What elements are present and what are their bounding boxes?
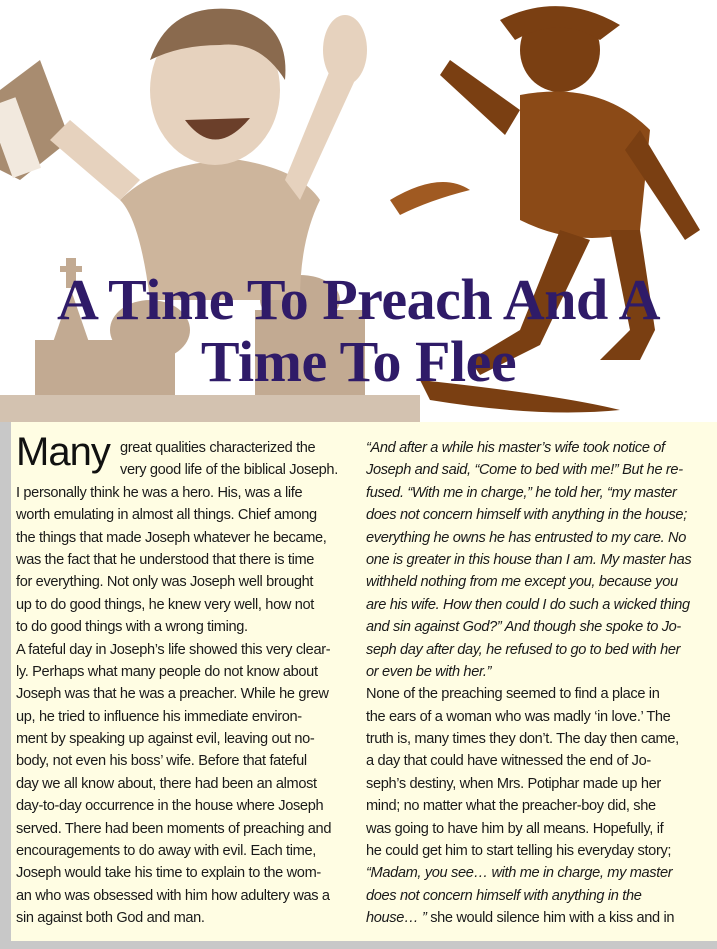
text-line xyxy=(366,795,716,817)
text-line xyxy=(16,706,361,728)
body-text: ly. Perhaps what many people do not know about xyxy=(16,663,318,680)
quoted-text: and sin against God?” And though she spoke to Jo- xyxy=(366,619,681,636)
body-text: a day that could have witnessed the end of Jo- xyxy=(366,753,651,770)
article-title-line-2: Time To Flee xyxy=(200,329,517,394)
body-text: up, he tried to influence his immediate environ- xyxy=(16,708,302,725)
text-line xyxy=(366,773,716,795)
quoted-text: “And after a while his master’s wife took notice of xyxy=(366,440,665,456)
text-line xyxy=(16,437,361,459)
quoted-text: are his wife. How then could I do such a wicked thing xyxy=(366,596,690,613)
drop-cap-word: Many xyxy=(16,430,110,474)
body-text: to do good things with a wrong timing. xyxy=(16,619,248,636)
article-column-1 xyxy=(16,437,361,930)
text-line xyxy=(366,907,716,929)
body-text: she would silence him with a kiss and in xyxy=(426,910,675,927)
text-line xyxy=(366,504,716,526)
quoted-text: or even be with her.” xyxy=(366,663,492,680)
text-line xyxy=(16,683,361,705)
text-line xyxy=(16,773,361,795)
body-text: served. There had been moments of preaching and xyxy=(16,820,332,837)
text-line xyxy=(366,527,716,549)
body-text: seph’s destiny, when Mrs. Potiphar made up her xyxy=(366,775,661,792)
body-text: worth emulating in almost all things. Chief among xyxy=(16,507,317,524)
text-line xyxy=(366,706,716,728)
text-line xyxy=(366,482,716,504)
text-line xyxy=(16,818,361,840)
text-line xyxy=(16,639,361,661)
quoted-text: Joseph and said, “Come to bed with me!” But he re- xyxy=(366,462,683,479)
text-line xyxy=(366,661,716,683)
quoted-text: everything he owns he has entrusted to my care. No xyxy=(366,529,686,546)
body-text: very good life of the biblical Joseph. xyxy=(120,462,338,479)
text-line xyxy=(16,885,361,907)
text-line xyxy=(16,482,361,504)
body-text: A fateful day in Joseph’s life showed this very clear- xyxy=(16,641,331,658)
body-text: body, not even his boss’ wife. Before that fateful xyxy=(16,753,307,770)
text-line xyxy=(366,862,716,884)
text-line xyxy=(366,728,716,750)
text-line xyxy=(366,639,716,661)
text-line xyxy=(16,795,361,817)
quoted-text: withheld nothing from me except you, because you xyxy=(366,574,678,591)
text-line xyxy=(366,885,716,907)
text-line xyxy=(16,616,361,638)
text-line xyxy=(366,437,716,459)
body-text: up to do good things, he knew very well, how not xyxy=(16,596,314,613)
quoted-text: house… ” xyxy=(366,910,427,927)
quoted-text: one is greater in this house than I am. My master has xyxy=(366,551,692,568)
text-line xyxy=(16,571,361,593)
body-text: Joseph was that he was a preacher. While he grew xyxy=(16,686,329,703)
body-text: ment by speaking up against evil, leaving out no- xyxy=(16,731,315,748)
body-text: was going to have him by all means. Hopefully, if xyxy=(366,820,664,837)
preacher-boy-figure xyxy=(0,9,367,300)
body-text: great qualities characterized the xyxy=(120,440,316,456)
article-title-line-1: A Time To Preach And A xyxy=(56,267,660,332)
body-text: I personally think he was a hero. His, was a life xyxy=(16,484,303,501)
body-text: he could get him to start telling his everyday story; xyxy=(366,843,672,860)
body-text: mind; no matter what the preacher-boy did, she xyxy=(366,798,656,815)
text-line xyxy=(366,594,716,616)
quoted-text: seph day after day, he refused to go to bed with her xyxy=(366,641,681,658)
body-text: truth is, many times they don’t. The day then came, xyxy=(366,731,679,748)
text-line xyxy=(366,459,716,481)
article-column-2 xyxy=(366,437,716,930)
body-text: for everything. Not only was Joseph well brought xyxy=(16,574,314,591)
body-text: was the fact that he understood that there is time xyxy=(16,551,315,568)
text-line xyxy=(16,907,361,929)
bottom-margin-bar xyxy=(0,941,717,949)
text-line xyxy=(366,549,716,571)
text-line xyxy=(366,818,716,840)
body-text: an who was obsessed with him how adultery was a xyxy=(16,887,330,904)
quoted-text: “Madam, you see… with me in charge, my master xyxy=(366,865,673,882)
text-line xyxy=(366,616,716,638)
body-text: day-to-day occurrence in the house where Joseph xyxy=(16,798,324,815)
body-text: day we all know about, there had been an almost xyxy=(16,775,317,792)
text-line xyxy=(16,549,361,571)
body-text: None of the preaching seemed to find a place in xyxy=(366,686,660,703)
text-line xyxy=(366,683,716,705)
quoted-text: does not concern himself with anything in the house; xyxy=(366,507,687,524)
quoted-text: fused. “With me in charge,” he told her, “my master xyxy=(366,484,677,501)
body-text: the things that made Joseph whatever he became, xyxy=(16,529,327,546)
text-line xyxy=(16,862,361,884)
text-line xyxy=(16,840,361,862)
text-line xyxy=(366,571,716,593)
body-text: Joseph would take his time to explain to the wom- xyxy=(16,865,321,882)
body-text: the ears of a woman who was madly ‘in love.’ The xyxy=(366,708,671,725)
text-line xyxy=(366,840,716,862)
left-margin-bar xyxy=(0,422,11,949)
text-line xyxy=(16,527,361,549)
text-line xyxy=(16,504,361,526)
text-line xyxy=(16,661,361,683)
text-line xyxy=(16,750,361,772)
text-line xyxy=(16,594,361,616)
quoted-text: does not concern himself with anything in the xyxy=(366,887,642,904)
body-text: encouragements to do away with evil. Each time, xyxy=(16,843,316,860)
body-text: sin against both God and man. xyxy=(16,910,205,927)
hero-illustration xyxy=(0,0,717,422)
text-line xyxy=(16,459,361,481)
text-line xyxy=(366,750,716,772)
text-line xyxy=(16,728,361,750)
